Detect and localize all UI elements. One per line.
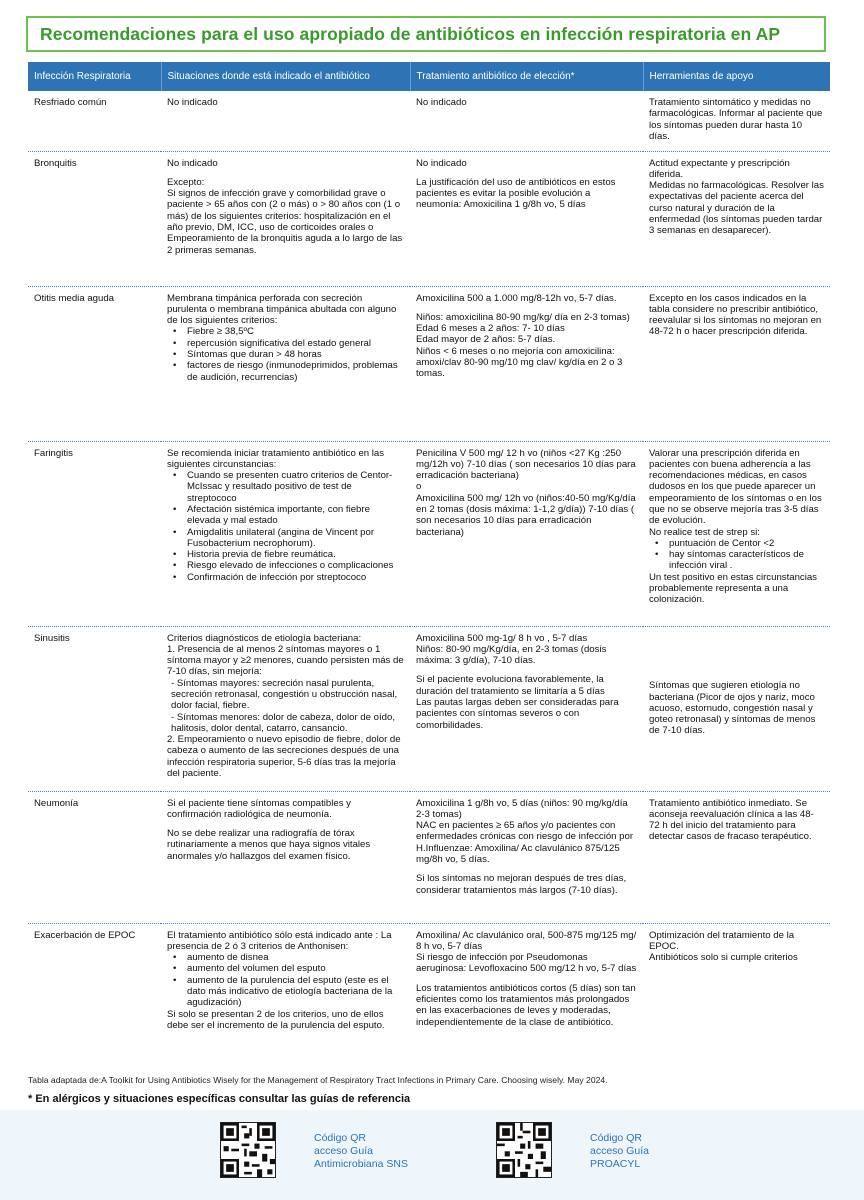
list-item: • Riesgo elevado de infecciones o complicaciones — [187, 560, 404, 571]
cell-text: No indicado — [416, 157, 467, 169]
cell-text: Si solo se presentan 2 de los criterios, uno de ellos debe ser el incremento de la purulencia del esputo. — [167, 1008, 385, 1031]
criteria-list — [167, 952, 404, 1008]
cell-text: 1. Presencia de al menos 2 síntomas mayores o 1 síntoma mayor y ≥2 menores, cuando persisten más de 7-10 días, sin mejoría: — [167, 643, 404, 678]
cell-text: Amoxilina/ Ac clavulánico oral, 500-875 mg/125 mg/ 8 h vo, 5-7 días — [416, 929, 637, 952]
cell-text: Si el paciente tiene síntomas compatibles y confirmación radiológica de neumonía. — [167, 797, 351, 820]
table-row — [28, 791, 830, 923]
qr-code-proacyl[interactable] — [496, 1122, 552, 1178]
title-box — [26, 16, 826, 52]
situations-cell — [161, 626, 410, 791]
table-row — [28, 286, 830, 441]
situations-cell — [161, 923, 410, 1073]
cell-text: Optimización del tratamiento de la EPOC. — [649, 929, 795, 952]
treatment-cell — [410, 791, 643, 923]
cell-text: La justificación del uso de antibióticos en estos pacientes es evitar la posible evolución a neumonía: Amoxicilina 1 g/8h vo, 5 días — [416, 176, 616, 211]
cell-text: Medidas no farmacológicas. Resolver las expectativas del paciente acerca del curso natural y duración de la enfermedad (los síntomas pueden tardar 3 semanas en desaparecer). — [649, 180, 824, 237]
cell-text: Amoxicilina 500 a 1.000 mg/8-12h vo, 5-7 días. — [416, 292, 617, 304]
header-infection: Infección Respiratoria — [28, 62, 161, 91]
list-item: • hay síntomas característicos de infección viral . — [669, 549, 824, 572]
qr-label-line: acceso Guía — [590, 1145, 649, 1157]
cell-text: - Síntomas menores: dolor de cabeza, dolor de oído, halitosis, dolor dental, catarro, cansancio. — [171, 711, 395, 734]
list-item: • Afectación sistémica importante, con fiebre elevada y mal estado — [187, 504, 404, 527]
cell-text: Si riesgo de infección por Pseudomonas aeruginosa: Levofloxacino 500 mg/12 h vo, 5-7 días — [416, 952, 637, 975]
cell-text: Empeoramiento de la bronquitis aguda a lo largo de las 2 primeras semanas. — [167, 233, 403, 256]
list-item: • puntuación de Centor <2 — [669, 538, 824, 549]
cell-text: No se debe realizar una radiografía de tórax rutinariamente a menos que haya signos vitales anormales y/o hallazgos del examen físico. — [167, 828, 371, 862]
cell-text: Si signos de infección grave y comorbilidad grave o paciente > 65 años con (2 o más) o > 80 años con (1 o más) de los siguientes criterios: hospitalización en el año previo, DM, ICC, uso de corticoides orales o — [167, 188, 401, 233]
cell-text: Un test positivo en estas circunstancias probablemente representa a una colonización. — [649, 571, 817, 606]
qr-section — [0, 1110, 864, 1200]
tools-cell — [643, 626, 830, 791]
header-treatment: Tratamiento antibiótico de elección* — [410, 62, 643, 91]
list-item: • Amigdalitis unilateral (angina de Vincent por Fusobacterium necrophorum). — [187, 527, 404, 550]
tools-cell — [643, 791, 830, 923]
cell-text: Excepto en los casos indicados en la tabla considere no prescribir antibiótico, reevalular si los síntomas no mejoran en 48-72 h o hacer prescripción diferida. — [649, 292, 822, 338]
infection-cell: Otitis media aguda — [28, 286, 161, 441]
table-row — [28, 441, 830, 626]
cell-text: Amoxicilina 500 mg/ 12h vo (niños:40-50 mg/Kg/día en 2 tomas (dosis máxima: 1-1,2 g/día)) 7-10 días ( son necesarios 10 días para erradicación bacteriana) — [416, 492, 636, 538]
page-title: Recomendaciones para el uso apropiado de antibióticos en infección respiratoria en AP — [40, 23, 781, 44]
infection-cell: Faringitis — [28, 441, 161, 626]
infection-cell: Sinusitis — [28, 626, 161, 791]
treatment-cell — [410, 91, 643, 151]
cell-text: Se recomienda iniciar tratamiento antibiótico en las siguientes circunstancias: — [167, 447, 385, 470]
qr-label-line: Código QR — [590, 1132, 642, 1144]
cell-text: Criterios diagnósticos de etiología bacteriana: — [167, 632, 362, 644]
cell-text: Niños: 80-90 mg/Kg/día, en 2-3 tomas (dosis máxima: 3 g/día), 7-10 días. — [416, 643, 607, 667]
cell-text: Síntomas que sugieren etiología no bacteriana (Picor de ojos y nariz, moco acuoso, estornudo, congestión nasal y goteo retronasal) y síntomas de menos de 7-10 días. — [649, 680, 816, 737]
tools-cell — [643, 923, 830, 1073]
list-item: • factores de riesgo (inmunodeprimidos, problemas de audición, recurrencias) — [187, 360, 404, 383]
cell-text: Valorar una prescripción diferida en pacientes con buena adherencia a las recomendaciones médicas, en casos dudosos en los que puede aparecer un empeoramiento de los síntomas o en los que no se observe mejoría tras 3-5 días de evolución. — [649, 447, 822, 527]
recommendations-table — [28, 62, 830, 1073]
list-item: • Fiebre ≥ 38,5ºC — [187, 326, 404, 337]
qr-label-line: acceso Guía — [314, 1145, 373, 1157]
situations-cell — [161, 91, 410, 151]
cell-text: Amoxicilina 1 g/8h vo, 5 días (niños: 90 mg/kg/día 2-3 tomas) — [416, 797, 628, 820]
tools-cell — [643, 286, 830, 441]
qr-code-icon — [497, 1123, 551, 1177]
header-situations: Situaciones donde está indicado el antibiótico — [161, 62, 410, 91]
qr-code-sns[interactable] — [220, 1122, 276, 1178]
list-item: • Síntomas que duran > 48 horas — [187, 349, 404, 360]
cell-text: Amoxicilina 500 mg-1g/ 8 h vo , 5-7 días — [416, 632, 588, 644]
cell-text: Excepto: — [167, 176, 205, 188]
allergy-note: * En alérgicos y situaciones específicas consultar las guías de referencia — [28, 1093, 411, 1105]
list-item: • Confirmación de infección por streptococo — [187, 572, 404, 583]
tools-cell — [643, 441, 830, 626]
cell-text: El tratamiento antibiótico sólo está indicado ante : La presencia de 2 ó 3 criterios de Anthonisen: — [167, 929, 392, 952]
cell-text: Tratamiento antibiótico inmediato. Se aconseja reevaluación clínica a las 48-72 h del inicio del tratamiento para detectar casos de fracaso terapéutico. — [649, 797, 814, 843]
table-row — [28, 151, 830, 286]
tools-cell — [643, 151, 830, 286]
list-item: • aumento de disnea — [187, 952, 404, 963]
qr-label-line: PROACYL — [590, 1158, 641, 1170]
cell-text: o — [416, 481, 422, 493]
table-header-row — [28, 62, 830, 91]
cell-text: Si el paciente evoluciona favorablemente, la duración del tratamiento se limitaría a 5 días — [416, 674, 605, 697]
cell-text: Tratamiento sintomático y medidas no farmacológicas. Informar al paciente que los síntomas pueden durar hasta 10 días. — [649, 97, 823, 142]
cell-text: NAC en pacientes ≥ 65 años y/o pacientes con enfermedades crónicas con riesgo de infección por H.Influenzae: Amoxilina/ Ac clavulánico 875/125 mg/8h vo, 5 días. — [416, 820, 634, 865]
infection-cell: Neumonía — [28, 791, 161, 923]
situations-cell — [161, 286, 410, 441]
situations-cell — [161, 791, 410, 923]
list-item: • Historia previa de fiebre reumática. — [187, 549, 404, 560]
cell-text: No realice test de strep si: — [649, 526, 760, 538]
cell-text: Actitud expectante y prescripción diferida. — [649, 157, 790, 180]
qr-label-sns — [314, 1132, 408, 1171]
table-row — [28, 91, 830, 151]
treatment-cell — [410, 151, 643, 286]
cell-text: Antibióticos solo si cumple criterios — [649, 952, 798, 964]
cell-text: Penicilina V 500 mg/ 12 h vo (niños <27 Kg :250 mg/12h vo) 7-10 días ( son necesarios 10 días para erradicación bacteriana) — [416, 447, 636, 482]
header-tools: Herramientas de apoyo — [643, 62, 830, 91]
qr-code-icon — [221, 1123, 275, 1177]
situations-cell — [161, 441, 410, 626]
cell-text: Niños < 6 meses o no mejoría con amoxicilina: amoxi/clav 80-90 mg/10 mg clav/ kg/día en 2 o 3 tomas. — [416, 345, 623, 380]
cell-text: Niños: amoxicilina 80-90 mg/kg/ día en 2-3 tomas) Edad 6 meses a 2 años: 7- 10 días — [416, 311, 630, 335]
treatment-cell — [410, 923, 643, 1073]
cell-text: Los tratamientos antibióticos cortos (5 días) son tan eficientes como los tratamientos más prolongados en las exacerbaciones de leves y moderadas, independientemente de la clase de antibiótico. — [416, 982, 636, 1028]
qr-label-proacyl — [590, 1132, 649, 1171]
cell-text: - Síntomas mayores: secreción nasal purulenta, secreción retronasal, congestión u obstrucción nasal, dolor facial, fiebre. — [171, 677, 398, 712]
treatment-cell — [410, 626, 643, 791]
list-item: • aumento de la purulencia del esputo (este es el dato más indicativo de etiología bacteriana de la agudización) — [187, 975, 404, 1009]
list-item: • repercusión significativa del estado general — [187, 338, 404, 349]
table-row — [28, 923, 830, 1073]
qr-label-line: Antimicrobiana SNS — [314, 1158, 408, 1170]
qr-label-line: Código QR — [314, 1132, 366, 1144]
criteria-list — [167, 326, 404, 382]
cell-text: 2. Empeoramiento o nuevo episodio de fiebre, dolor de cabeza o aumento de las secreciones después de una infección respiratoria superior, 5-6 días tras la mejoría del paciente. — [167, 734, 401, 780]
source-footnote: Tabla adaptada de:A Toolkit for Using Antibiotics Wisely for the Management of Respiratory Tract Infections in Primary Care. Choosing wisely. May 2024. — [28, 1075, 608, 1085]
criteria-list — [167, 470, 404, 583]
infection-cell: Bronquitis — [28, 151, 161, 286]
treatment-cell — [410, 286, 643, 441]
cell-text: No indicado — [167, 97, 218, 108]
criteria-list — [649, 538, 824, 572]
infection-cell: Exacerbación de EPOC — [34, 929, 136, 941]
list-item: • aumento del volumen del esputo — [187, 963, 404, 974]
cell-text: No indicado — [167, 157, 218, 169]
cell-text: Membrana timpánica perforada con secreción purulenta o membrana timpánica abultada con alguno de los siguientes criterios: — [167, 292, 397, 327]
cell-text: Si los síntomas no mejoran después de tres días, considerar tratamientos más largos (7-10 días). — [416, 873, 627, 896]
cell-text: No indicado — [416, 97, 467, 108]
cell-text: Las pautas largas deben ser consideradas para pacientes con síntomas severos o con comorbilidades. — [416, 696, 619, 731]
infection-cell: Resfriado común — [28, 91, 161, 151]
situations-cell — [161, 151, 410, 286]
list-item: • Cuando se presenten cuatro criterios de Centor-McIssac y resultado positivo de test de streptococo — [187, 470, 404, 504]
table-row — [28, 626, 830, 791]
treatment-cell — [410, 441, 643, 626]
cell-text: Edad mayor de 2 años: 5-7 días. — [416, 334, 556, 346]
tools-cell — [643, 91, 830, 151]
